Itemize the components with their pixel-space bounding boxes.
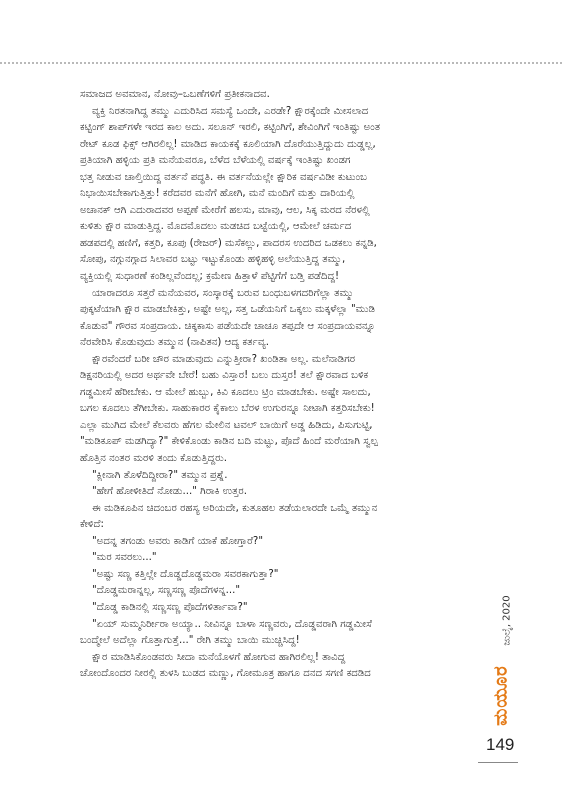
article-line: ಸಮಾಜದ ಅವಮಾನ, ನೋವು–ಒಬಣೆಗಳಿಗೆ ಪ್ರತೀಕನಾದವ. — [80, 89, 270, 100]
dialogue-line: "ಅದನ್ನ ತಗಂಡು ಅವರು ಕಾಡಿಗೆ ಯಾಕೆ ಹೋಗ್ತಾರೆ?" — [92, 535, 264, 547]
article-body — [80, 87, 476, 683]
article-line: ವ್ಯಕ್ತಿ ನಿರತನಾಗಿದ್ದ ತಮ್ಮು ಎದುರಿಸಿದ ಸಮಸ್ಯೆ ಒಂದೇ, ಎರಡೇ? ಕ್ಷೌರಕ್ಕೆಂದೇ ಮೀಸಲಾದ — [92, 105, 369, 117]
dialogue-line: "ಮರ ಸವರಲು..." — [92, 552, 157, 564]
article-line: ಸೋಪು, ನಗ್ಗುನಗ್ಗಾದ ಸಿಲಾವರ ಬಟ್ಟು ಇಟ್ಟುಕೊಂಡು ಹಳ್ಳಿಹಳ್ಳಿ ಅಲೆಯುತ್ತಿದ್ದ ತಮ್ಮು, — [80, 254, 346, 266]
page-number-rule — [478, 762, 518, 763]
article-line: ಕಟ್ಟಿಂಗ್ ಶಾಪ್‌ಗಳೇ ಇರದ ಕಾಲ ಅದು. ಸಲೂನ್ ಇರಲಿ, ಕಟ್ಟಿಂಗಿಗೆ, ಶೇವಿಂಗಿಗೆ ಇಂತಿಷ್ಟು ಅಂತ — [80, 122, 381, 134]
article-line: ಚೋಂದೊಂದರ ನೀರಲ್ಲಿ ತುಳಸಿ ಬುಡದ ಮಣ್ಣು, ಗೋಮೂತ್ರ ಹಾಗೂ ದನದ ಸಗಣಿ ಕದಡಿದ — [80, 668, 371, 680]
dialogue-line: "ದೊಡ್ಡ ಕಾಡಿನಲ್ಲಿ ಸಣ್ಣಸಣ್ಣ ಪೊದೆಗಳಿರ್ತಾವಾ?" — [92, 601, 248, 613]
dialogue-line: "ಕ್ಲೀನಾಗಿ ತೊಳೆದಿದ್ದೀರಾ?" ತಮ್ಮುನ ಪ್ರಶ್ನೆ. — [92, 469, 228, 481]
article-line: ಭತ್ತ ನೀಡುವ ಚಾಲ್ತಿಯಿದ್ದ ವರ್ತನೆ ಪದ್ಧತಿ. ಈ ವರ್ತನೆಯಲ್ಲೇ ಕ್ಷೌರಿಕ ವರ್ಷವಿಡೀ ಕುಟುಂಬ — [80, 171, 368, 183]
article-line: ಕೊಡುವ" ಗೌರವ ಸಂಪ್ರದಾಯ. ಚಿಕ್ಕಕಾಸು ಪಡೆಯದೇ ಚಾಚೂ ತಪ್ಪದೇ ಆ ಸಂಪ್ರದಾಯವನ್ನೂ — [80, 320, 376, 332]
dialogue-line: "ಅಷ್ಟು ಸಣ್ಣ ಕತ್ತಿಲ್ಲೇ ದೊಡ್ಡದೊಡ್ಡಮರಾ ಸವರಕಾಗುತ್ತಾ?" — [92, 568, 279, 580]
article-line: ಕುಳಿತು ಕ್ಷೌರ ಮಾಡುತ್ತಿದ್ದ. ಮೊದಮೊದಲು ಮಡಚಿದ ಬಟ್ಟೆಯಲ್ಲಿ, ಆಮೇಲೆ ಚರ್ಮದ — [80, 221, 352, 233]
issue-date-text: ಜುಲೈ, 2020 — [501, 594, 513, 646]
article-line: ಪ್ರತಿಯಾಗಿ ಹಳ್ಳಿಯ ಪ್ರತಿ ಮನೆಯವರೂ, ಬೆಳೆದ ಬೆಳೆಯಲ್ಲಿ ವರ್ಷಕ್ಕೆ ಇಂತಿಷ್ಟು ಖಂಡಗ — [80, 155, 351, 167]
article-line: ವ್ಯಕ್ತಿಯಲ್ಲಿ ಸುಧಾರಣೆ ಕಂಡಿಲ್ಲವೆಂದಲ್ಲ; ಕ್ರಮೇಣ ಹಿತ್ತಾಳೆ ಪೆಟ್ಟಿಗೆಗೆ ಬಡ್ತಿ ಪಡೆದಿದ್ದ! — [80, 271, 340, 283]
magazine-name: ಮಯೂರ — [490, 664, 512, 726]
article-line: ಅಚಾನಕ್ ಆಗಿ ಎದುರಾದವರ ಅಪ್ಪಣೆ ಮೇರೆಗೆ ಹಲಸು, ಮಾವು, ಆಲ, ಸಿಕ್ಕ ಮರದ ನೆರಳಲ್ಲಿ — [80, 204, 370, 216]
article-line: ಈ ಮಡಿಕೂಪಿನ ಚಿದಂಬರ ರಹಸ್ಯ ಅರಿಯದೇ, ಕುತೂಹಲ ತಡೆಯಲಾರದೇ ಒಮ್ಮೆ ತಮ್ಮುನ — [92, 502, 378, 514]
article-line: ಡಿಕ್ಷನರಿಯಲ್ಲಿ ಅದರ ಅರ್ಥವೇ ಬೇರೆ! ಬಹು ವಿಸ್ತಾರ! ಬಲು ದುಸ್ತರ! ತಲೆ ಕ್ಷೌರವಾದ ಬಳಿಕ — [80, 370, 369, 382]
article-line: "ಮಡಿಕೂಪ್ ಮಡಗಿದ್ಯಾ?" ಕೇಳಿಕೊಂಡು ಕಾಡಿನ ಬದಿ ಮಟ್ಟು, ಪೊದೆ ಹಿಂದೆ ಮರೆಯಾಗಿ ಸ್ವಲ್ಪ — [80, 436, 378, 448]
article-line: ಯಾರಾದರೂ ಸತ್ತರೆ ಮನೆಯವರ, ಸಂಸ್ಕಾರಕ್ಕೆ ಬರುವ ಬಂಧುಬಳಗದರಿಗೆಲ್ಲಾ ತಮ್ಮು — [92, 287, 354, 299]
article-line: ನೆರವೇರಿಸಿ ಕೊಡುವುದು ತಮ್ಮುನ (ನಾಪಿತನ) ಆದ್ಯ ಕರ್ತವ್ಯ. — [80, 337, 270, 349]
article-line: ಪುಕ್ಕಟೆಯಾಗಿ ಕ್ಷೌರ ಮಾಡಬೇಕಿತ್ತು, ಅಷ್ಟೇ ಅಲ್ಲ, ಸತ್ತ ಒಡೆಯನಿಗೆ ಒಕ್ಕಲು ಮಕ್ಕಳೆಲ್ಲಾ "ಮುಡಿ — [80, 304, 376, 316]
article-line: ನಿಭಾಯಿಸಬೇಕಾಗುತ್ತಿತ್ತು! ಕರೆದವರ ಮನೆಗೆ ಹೋಗಿ, ಮನೆ ಮಂದಿಗೆ ಮತ್ತು ದಾರಿಯಲ್ಲಿ — [80, 188, 355, 200]
page-header-dotted-rule — [0, 62, 562, 64]
article-line: ಹೊತ್ತಿನ ನಂತರ ಮರಳಿ ತಂದು ಕೊಡುತ್ತಿದ್ದರು. — [80, 453, 228, 465]
article-line: ಕ್ಷೌರ ಮಾಡಿಸಿಕೊಂಡವರು ಸೀದಾ ಮನೆಯೊಳಗೆ ಹೋಗುವ ಹಾಗಿರಲಿಲ್ಲ! ತಾವಿದ್ದ — [92, 651, 346, 663]
article-line: ಎಲ್ಲಾ ಮುಗಿದ ಮೇಲೆ ಕೆಲವರು ಹೆಗಲ ಮೇಲಿನ ಟವಲ್ ಬಾಯಿಗೆ ಅಡ್ಡ ಹಿಡಿದು, ಪಿಸುಗುಟ್ಟಿ, — [80, 419, 373, 431]
article-line: ಗಡ್ಡಮೀಸೆ ಹೆರೀಬೇಕು. ಆ ಮೇಲೆ ಹುಬ್ಬು, ಕಿವಿ ಕೂದಲು ಟ್ರಿಂ ಮಾಡಬೇಕು. ಅಷ್ಟೇ ಸಾಲದು, — [80, 386, 371, 398]
article-line: ಬಗಲ ಕೂದಲು ತೆಗೀಬೇಕು. ಸಾಹುಕಾರರ ಕೈಕಾಲು ಬೆರಳ ಉಗುರನ್ನೂ ನೀಟಾಗಿ ಕತ್ತರಿಸಬೇಕು! — [80, 403, 375, 415]
dialogue-line: ಬಂದ್ಮೇಲೆ ಅದೆಲ್ಲಾ ಗೊತ್ತಾಗುತ್ತೆ..." ರೇಗಿ ತಮ್ಮು ಬಾಯಿ ಮುಚ್ಚಿಸಿದ್ದ! — [80, 635, 300, 647]
dialogue-line: "ಹೇಗೆ ಹೋಳೀತಿದೆ ನೋಡು..." ಗಿರಾಕಿ ಉತ್ತರ. — [92, 486, 248, 498]
article-line: ರೇಟ್ ಕೂಡ ಫಿಕ್ಸ್ ಆಗಿರಲಿಲ್ಲ! ಮಾಡಿದ ಕಾಯಕಕ್ಕೆ ಕೂಲಿಯಾಗಿ ದೊರೆಯುತ್ತಿದ್ದುದು ದುಡ್ಡಲ್ಲ, — [80, 138, 376, 150]
article-line: ಹಡಪದಲ್ಲಿ ಹಣಿಗೆ, ಕತ್ತರಿ, ಕೂಪು (ರೇಜರ್) ಮಸೆಕಲ್ಲು, ಪಾದರಸ ಉದರಿದ ಒಡಕಲು ಕನ್ನಡಿ, — [80, 237, 377, 249]
magazine-logo — [488, 660, 514, 730]
dialogue-line: "ದೊಡ್ಡಮರಾನ್ನಲ್ಲ, ಸಣ್ಣಸಣ್ಣ ಪೊದೆಗಳನ್ನ..." — [92, 585, 241, 597]
article-line: ಕೇಳಿದೆ: — [80, 519, 104, 531]
dialogue-line: "ಏಯ್ ಸುಮ್ಮನಿರ್ರೀರಾ ಅಯ್ಯಾ.. ನೀವಿನ್ನೂ ಬಾಳಾ ಸಣ್ಣವರು, ದೊಡ್ಡವರಾಗಿ ಗಡ್ಡಮೀಸೆ — [92, 618, 372, 630]
page-number: 149 — [486, 735, 515, 754]
issue-date — [500, 590, 514, 650]
article-line: ಕ್ಷೌರವೆಂದರೆ ಬರೀ ಚೌರ ಮಾಡುವುದು ಎನ್ನುತ್ತೀರಾ? ಖಂಡಿತಾ ಅಲ್ಲ. ಮಲೆನಾಡಿಗರ — [92, 353, 356, 365]
